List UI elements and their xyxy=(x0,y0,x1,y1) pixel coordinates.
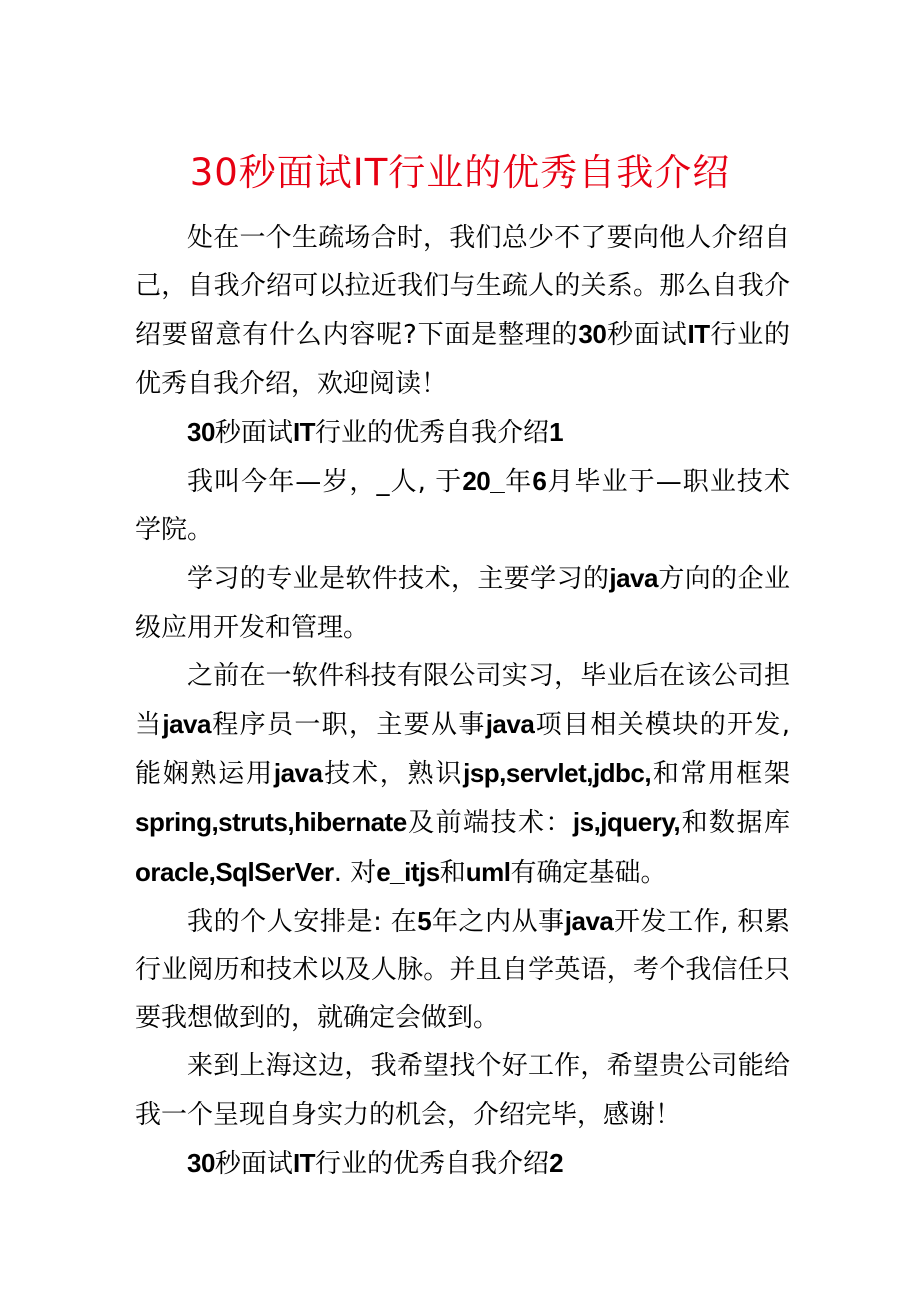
text-run: 月毕业于—职业技术学院。 xyxy=(135,467,790,546)
text-run: 方向的企业级应用开发和管理。 xyxy=(135,564,790,643)
text-run: 秒面试 xyxy=(214,417,293,448)
text-run: 我的个人安排是: 在 xyxy=(187,906,418,937)
text-run: 秒面试 xyxy=(214,1148,293,1179)
paragraph xyxy=(135,1042,790,1138)
bold-text-run: java xyxy=(273,758,323,789)
text-run: 行业的优秀自我介绍 xyxy=(315,417,550,448)
bold-text-run: 6 xyxy=(532,466,547,497)
text-run: 之前在一软件科技有限公司实习，毕业后在该公司担当 xyxy=(135,660,790,741)
bold-text-run: IT xyxy=(687,319,710,350)
text-run: 我叫今年—岁，_人, 于 xyxy=(187,467,463,498)
text-run: 行业的优秀自我介绍 xyxy=(315,1148,550,1179)
text-run: 程序员一职，主要从事 xyxy=(210,710,486,741)
bold-text-run: IT xyxy=(292,1147,316,1178)
document-body xyxy=(135,214,790,1188)
bold-text-run: 30 xyxy=(187,416,215,447)
bold-text-run: 30 xyxy=(187,1147,215,1178)
text-run: 和数据库 xyxy=(680,808,790,839)
bold-text-run: jsp,servlet,jdbc, xyxy=(463,758,652,789)
bold-text-run: 20_ xyxy=(462,466,505,497)
bold-text-run: 5 xyxy=(417,905,432,936)
text-run: 秒面试 xyxy=(606,320,688,351)
text-run: 项目相关模块的开发, 能娴熟运用 xyxy=(135,710,790,790)
bold-text-run: oracle,SqlSerVer xyxy=(135,856,334,887)
bold-text-run: spring,struts,hibernate xyxy=(135,807,407,838)
bold-text-run: java xyxy=(485,709,535,740)
bold-text-run: js,jquery, xyxy=(572,807,681,838)
bold-text-run: 1 xyxy=(549,416,564,447)
text-run: 处在一个生疏场合时，我们总少不了要向他人介绍自己，自我介绍可以拉近我们与生疏人的关系。那么自我介绍要留意有什么内容呢?下面是整理的 xyxy=(135,223,790,351)
text-run: 行业的优秀自我介绍，欢迎阅读！ xyxy=(135,320,790,399)
paragraph xyxy=(135,897,790,1043)
text-run: 年 xyxy=(504,467,533,498)
paragraph xyxy=(135,457,790,554)
paragraph xyxy=(135,554,790,651)
text-run: 开发工作, 积累行业阅历和技术以及人脉。并且自学英语，考个我信任只要我想做到的，就确定会做到。 xyxy=(135,906,790,1034)
text-run: 有确定基础。 xyxy=(510,857,667,888)
bold-text-run: java xyxy=(564,905,614,936)
text-run: 技术，熟识 xyxy=(322,759,464,790)
text-run: . 对 xyxy=(333,857,377,888)
text-run: 年之内从事 xyxy=(431,906,565,937)
text-run: 和 xyxy=(439,857,466,888)
text-run: 和常用框架 xyxy=(651,759,790,790)
document-title: 30秒面试IT行业的优秀自我介绍 xyxy=(189,151,731,194)
paragraph xyxy=(135,214,790,408)
bold-text-run: java xyxy=(609,563,658,594)
bold-text-run: java xyxy=(162,709,211,740)
bold-text-run: 30 xyxy=(578,319,607,350)
section-heading xyxy=(135,408,790,457)
bold-text-run: e_itjs xyxy=(376,856,440,887)
section-heading xyxy=(135,1139,790,1188)
paragraph xyxy=(135,652,790,897)
bold-text-run: IT xyxy=(292,416,316,447)
text-run: 来到上海这边，我希望找个好工作，希望贵公司能给我一个呈现自身实力的机会，介绍完毕，感谢！ xyxy=(135,1051,790,1130)
bold-text-run: uml xyxy=(465,856,511,887)
bold-text-run: 2 xyxy=(549,1147,564,1178)
text-run: 及前端技术： xyxy=(406,808,573,839)
text-run: 学习的专业是软件技术，主要学习的 xyxy=(187,564,610,595)
